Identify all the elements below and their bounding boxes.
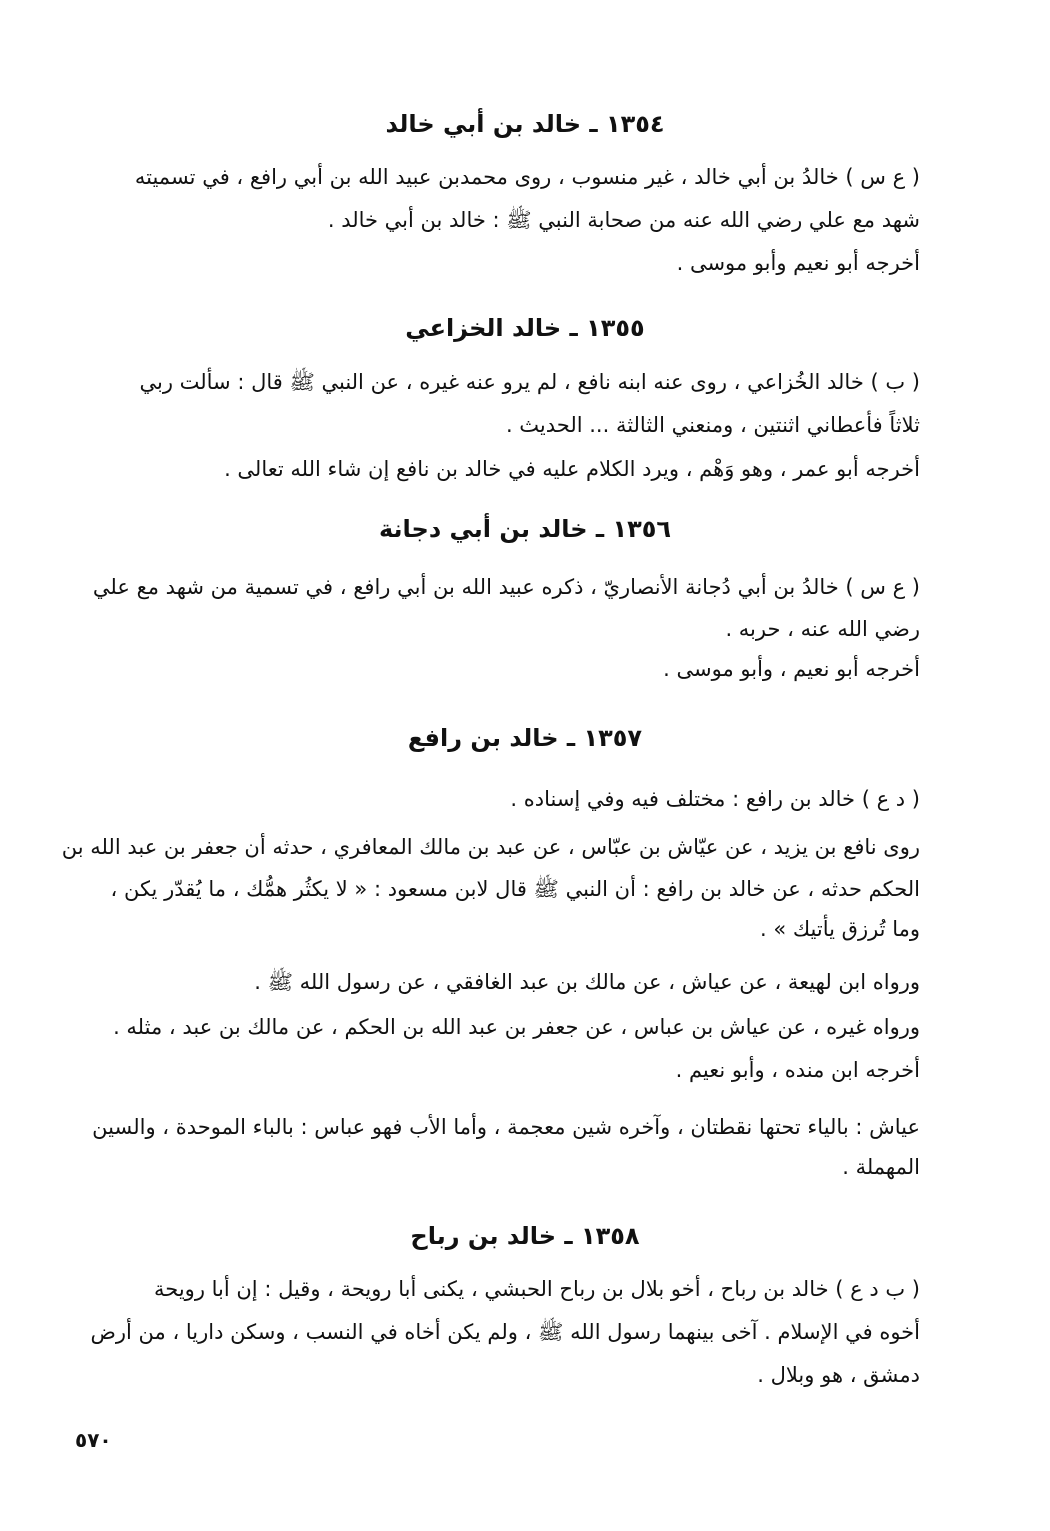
entry-1357-line-5: ورواه ابن لهيعة ، عن عياش ، عن مالك بن عبد الغافقي ، عن رسول الله ﷺ . bbox=[254, 970, 920, 994]
entry-1354-line-2: شهد مع علي رضي الله عنه من صحابة النبي ﷺ : خالد بن أبي خالد . bbox=[327, 208, 920, 232]
entry-1355-line-2: ثلاثاً فأعطاني اثنتين ، ومنعني الثالثة ... الحديث . bbox=[505, 413, 920, 437]
entry-title-1357: ١٣٥٧ ـ خالد بن رافع bbox=[407, 724, 643, 752]
entry-1358-line-2: أخوه في الإسلام . آخى بينهما رسول الله ﷺ ، ولم يكن أخاه في النسب ، وسكن داريا ، من أرض bbox=[90, 1320, 920, 1344]
entry-title-1356: ١٣٥٦ ـ خالد بن أبي دجانة bbox=[378, 515, 672, 543]
entry-title-1354: ١٣٥٤ ـ خالد بن أبي خالد bbox=[385, 110, 665, 138]
entry-1355-line-1: ( ب ) خالد الخُزاعي ، روى عنه ابنه نافع ، لم يرو عنه غيره ، عن النبي ﷺ قال : سألت ربي bbox=[139, 370, 920, 394]
entry-1357-line-9: المهملة . bbox=[842, 1155, 920, 1179]
entry-1357-line-6: ورواه غيره ، عن عياش بن عباس ، عن جعفر بن عبد الله بن الحكم ، عن مالك بن عبد ، مثله . bbox=[113, 1015, 920, 1039]
entry-1357-line-4: وما تُرزق يأتيك » . bbox=[759, 917, 920, 941]
entry-1357-line-7: أخرجه ابن منده ، وأبو نعيم . bbox=[675, 1058, 920, 1082]
entry-1357-line-8: عياش : بالياء تحتها نقطتان ، وآخره شين معجمة ، وأما الأب فهو عباس : بالباء الموحدة ، والسين bbox=[92, 1115, 920, 1139]
entry-1356-line-2: رضي الله عنه ، حربه . bbox=[725, 617, 920, 641]
entry-1357-line-1: ( د ع ) خالد بن رافع : مختلف فيه وفي إسناده . bbox=[510, 787, 920, 811]
entry-1358-line-3: دمشق ، هو وبلال . bbox=[757, 1363, 920, 1387]
entry-title-1358: ١٣٥٨ ـ خالد بن رباح bbox=[410, 1222, 640, 1250]
entry-1355-line-3: أخرجه أبو عمر ، وهو وَهْم ، ويرد الكلام عليه في خالد بن نافع إن شاء الله تعالى . bbox=[224, 457, 920, 481]
entry-1354-line-3: أخرجه أبو نعيم وأبو موسى . bbox=[676, 251, 920, 275]
entry-title-1355: ١٣٥٥ ـ خالد الخزاعي bbox=[405, 314, 645, 342]
entry-1357-line-3: الحكم حدثه ، عن خالد بن رافع : أن النبي ﷺ قال لابن مسعود : « لا يكثُر همُّك ، ما يُقدّر يكن ، bbox=[110, 877, 920, 901]
entry-1356-line-1: ( ع س ) خالدُ بن أبي دُجانة الأنصاريّ ، ذكره عبيد الله بن أبي رافع ، في تسمية من شهد مع علي bbox=[92, 575, 920, 599]
page-number: ٥٧٠ bbox=[75, 1428, 112, 1452]
entry-1356-line-3: أخرجه أبو نعيم ، وأبو موسى . bbox=[663, 657, 920, 681]
entry-1357-line-2: روى نافع بن يزيد ، عن عيّاش بن عبّاس ، عن عبد بن مالك المعافري ، حدثه أن جعفر بن عبد الله بن bbox=[61, 835, 920, 859]
entry-1354-line-1: ( ع س ) خالدُ بن أبي خالد ، غير منسوب ، روى محمدبن عبيد الله بن أبي رافع ، في تسميته bbox=[134, 165, 920, 189]
entry-1358-line-1: ( ب د ع ) خالد بن رباح ، أخو بلال بن رباح الحبشي ، يكنى أبا رويحة ، وقيل : إن أبا رويحة bbox=[154, 1277, 920, 1301]
